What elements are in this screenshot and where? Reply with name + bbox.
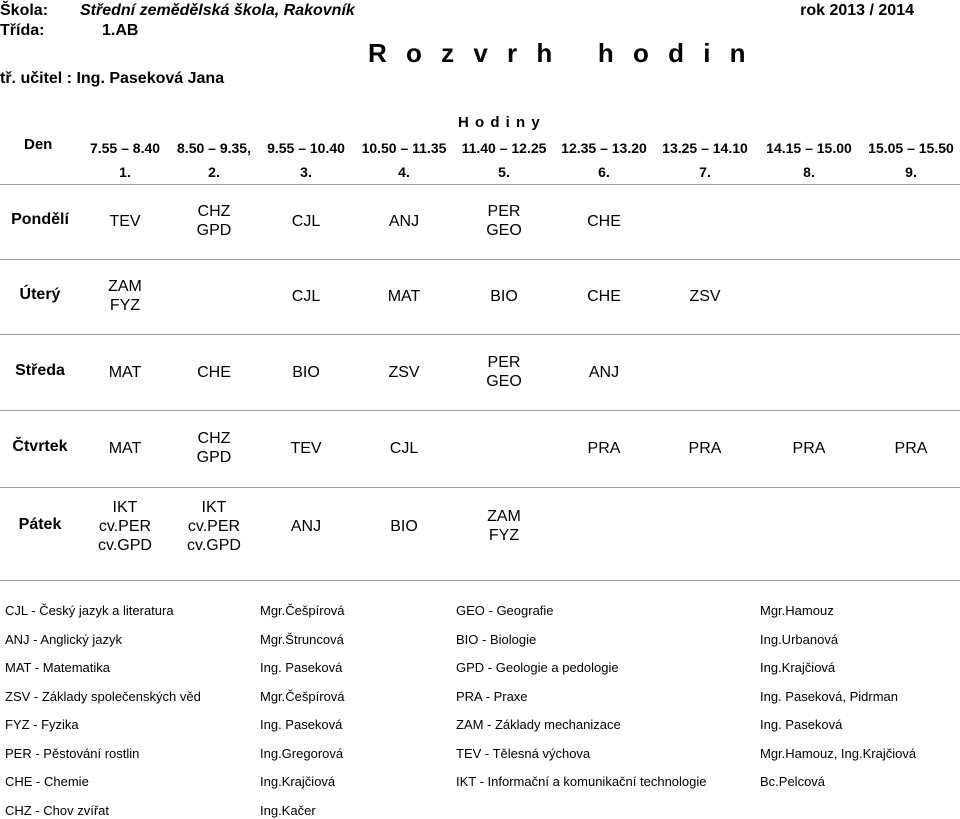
legend-teacher: Ing. Paseková: [260, 717, 343, 732]
lesson-number: 8.: [803, 164, 815, 180]
school-label: Škola:: [0, 2, 49, 19]
day-name: Úterý: [19, 286, 61, 303]
lesson-cell: ZSV: [388, 363, 420, 381]
legend-teacher: Ing.Gregorová: [260, 745, 344, 761]
lesson-cell: MAT: [108, 363, 142, 381]
lesson-cell: PER GEO: [486, 354, 522, 390]
row-divider: [0, 410, 960, 411]
legend-subject: CHE - Chemie: [5, 774, 89, 789]
lesson-cell: IKT cv.PER cv.GPD: [98, 498, 152, 554]
row-divider: [0, 334, 960, 335]
school-year: rok 2013 / 2014: [800, 2, 914, 19]
legend-teacher: Ing. Paseková: [260, 660, 343, 675]
lesson-cell: CJL: [291, 212, 321, 230]
lesson-number: 1.: [119, 164, 131, 180]
time-slot: 10.50 – 11.35: [361, 140, 447, 156]
lesson-number: 2.: [208, 164, 220, 180]
legend-teacher: Ing. Paseková, Pidrman: [760, 688, 899, 704]
day-name: Pondělí: [11, 211, 69, 228]
legend-subject: GPD - Geologie a pedologie: [456, 660, 619, 675]
legend-teacher: Mgr.Hamouz: [760, 603, 834, 618]
lesson-cell: MAT: [387, 287, 421, 305]
school-name: Střední zemědělská škola, Rakovník: [80, 2, 355, 19]
page-title: R o z v r h h o d i n: [368, 38, 752, 68]
lesson-cell: MAT: [108, 439, 142, 457]
legend-teacher: Bc.Pelcová: [760, 774, 826, 789]
lesson-cell: CHE: [587, 287, 621, 305]
legend-subject: ZAM - Základy mechanizace: [456, 717, 621, 732]
lesson-cell: PRA: [587, 439, 621, 457]
legend-subject: CHZ - Chov zvířat: [5, 802, 110, 818]
row-divider: [0, 580, 960, 581]
lesson-cell: TEV: [290, 439, 322, 457]
legend-subject: PRA - Praxe: [456, 688, 528, 704]
legend-teacher: Ing.Urbanová: [760, 631, 839, 647]
lesson-cell: PRA: [894, 439, 928, 457]
lesson-number: 4.: [398, 164, 410, 180]
lesson-cell: ANJ: [290, 517, 322, 535]
day-name: Pátek: [18, 516, 62, 533]
legend-teacher: Ing.Krajčiová: [760, 660, 836, 675]
lesson-cell: CJL: [389, 439, 419, 457]
den-label: Den: [24, 136, 53, 153]
class-teacher: tř. učitel : Ing. Paseková Jana: [0, 70, 225, 87]
legend-subject: PER - Pěstování rostlin: [5, 745, 140, 761]
lesson-cell: ANJ: [388, 212, 420, 230]
lesson-cell: ZSV: [689, 287, 721, 305]
lesson-cell: ANJ: [588, 363, 620, 381]
legend-teacher: Ing.Kačer: [260, 802, 316, 818]
legend-subject: CJL - Český jazyk a literatura: [5, 603, 174, 618]
time-slot: 12.35 – 13.20: [561, 140, 647, 156]
legend-teacher: Ing. Paseková: [760, 717, 843, 732]
lesson-cell: CHE: [587, 212, 621, 230]
lesson-cell: PRA: [792, 439, 826, 457]
lesson-number: 5.: [498, 164, 510, 180]
lesson-cell: CHZ GPD: [196, 430, 232, 466]
lesson-cell: ZAM FYZ: [108, 278, 142, 314]
hodiny-label: H o d i n y: [458, 114, 541, 131]
time-slot: 11.40 – 12.25: [461, 140, 547, 156]
row-divider: [0, 259, 960, 260]
legend-subject: FYZ - Fyzika: [5, 717, 79, 732]
row-divider: [0, 487, 960, 488]
legend-subject: ANJ - Anglický jazyk: [5, 631, 123, 647]
lesson-number: 9.: [905, 164, 917, 180]
legend-teacher: Mgr.Češpírová: [260, 603, 345, 618]
lesson-number: 6.: [598, 164, 610, 180]
class-label: Třída:: [0, 22, 45, 39]
time-slot: 15.05 – 15.50: [868, 140, 954, 156]
legend-teacher: Mgr.Hamouz, Ing.Krajčiová: [760, 745, 917, 761]
lesson-cell: IKT cv.PER cv.GPD: [187, 498, 241, 554]
time-slot: 8.50 – 9.35,: [177, 140, 251, 156]
time-slot: 7.55 – 8.40: [89, 140, 161, 156]
lesson-cell: PER GEO: [486, 203, 522, 239]
legend-subject: GEO - Geografie: [456, 603, 554, 618]
legend-subject: IKT - Informační a komunikační technologie: [456, 774, 707, 789]
legend-teacher: Mgr.Štruncová: [260, 631, 344, 647]
lesson-cell: BIO: [390, 517, 418, 535]
lesson-cell: PRA: [688, 439, 722, 457]
time-slot: 14.15 – 15.00: [766, 140, 852, 156]
lesson-cell: CHE: [197, 363, 231, 381]
time-slot: 13.25 – 14.10: [662, 140, 748, 156]
lesson-cell: BIO: [292, 363, 320, 381]
legend-subject: ZSV - Základy společenských věd: [5, 688, 201, 704]
lesson-cell: ZAM FYZ: [487, 508, 521, 544]
class-name: 1.AB: [102, 22, 139, 39]
day-name: Čtvrtek: [12, 438, 68, 455]
legend-subject: MAT - Matematika: [5, 660, 110, 675]
legend-subject: TEV - Tělesná výchova: [456, 745, 591, 761]
legend-subject: BIO - Biologie: [456, 631, 537, 647]
legend-teacher: Mgr.Češpírová: [260, 688, 345, 704]
lesson-number: 3.: [300, 164, 312, 180]
lesson-cell: CHZ GPD: [196, 203, 232, 239]
legend-teacher: Ing.Krajčiová: [260, 774, 336, 789]
day-name: Středa: [15, 362, 65, 379]
lesson-cell: TEV: [109, 212, 141, 230]
row-divider: [0, 184, 960, 185]
lesson-cell: BIO: [490, 287, 518, 305]
time-slot: 9.55 – 10.40: [267, 140, 345, 156]
lesson-cell: CJL: [291, 287, 321, 305]
lesson-number: 7.: [699, 164, 711, 180]
